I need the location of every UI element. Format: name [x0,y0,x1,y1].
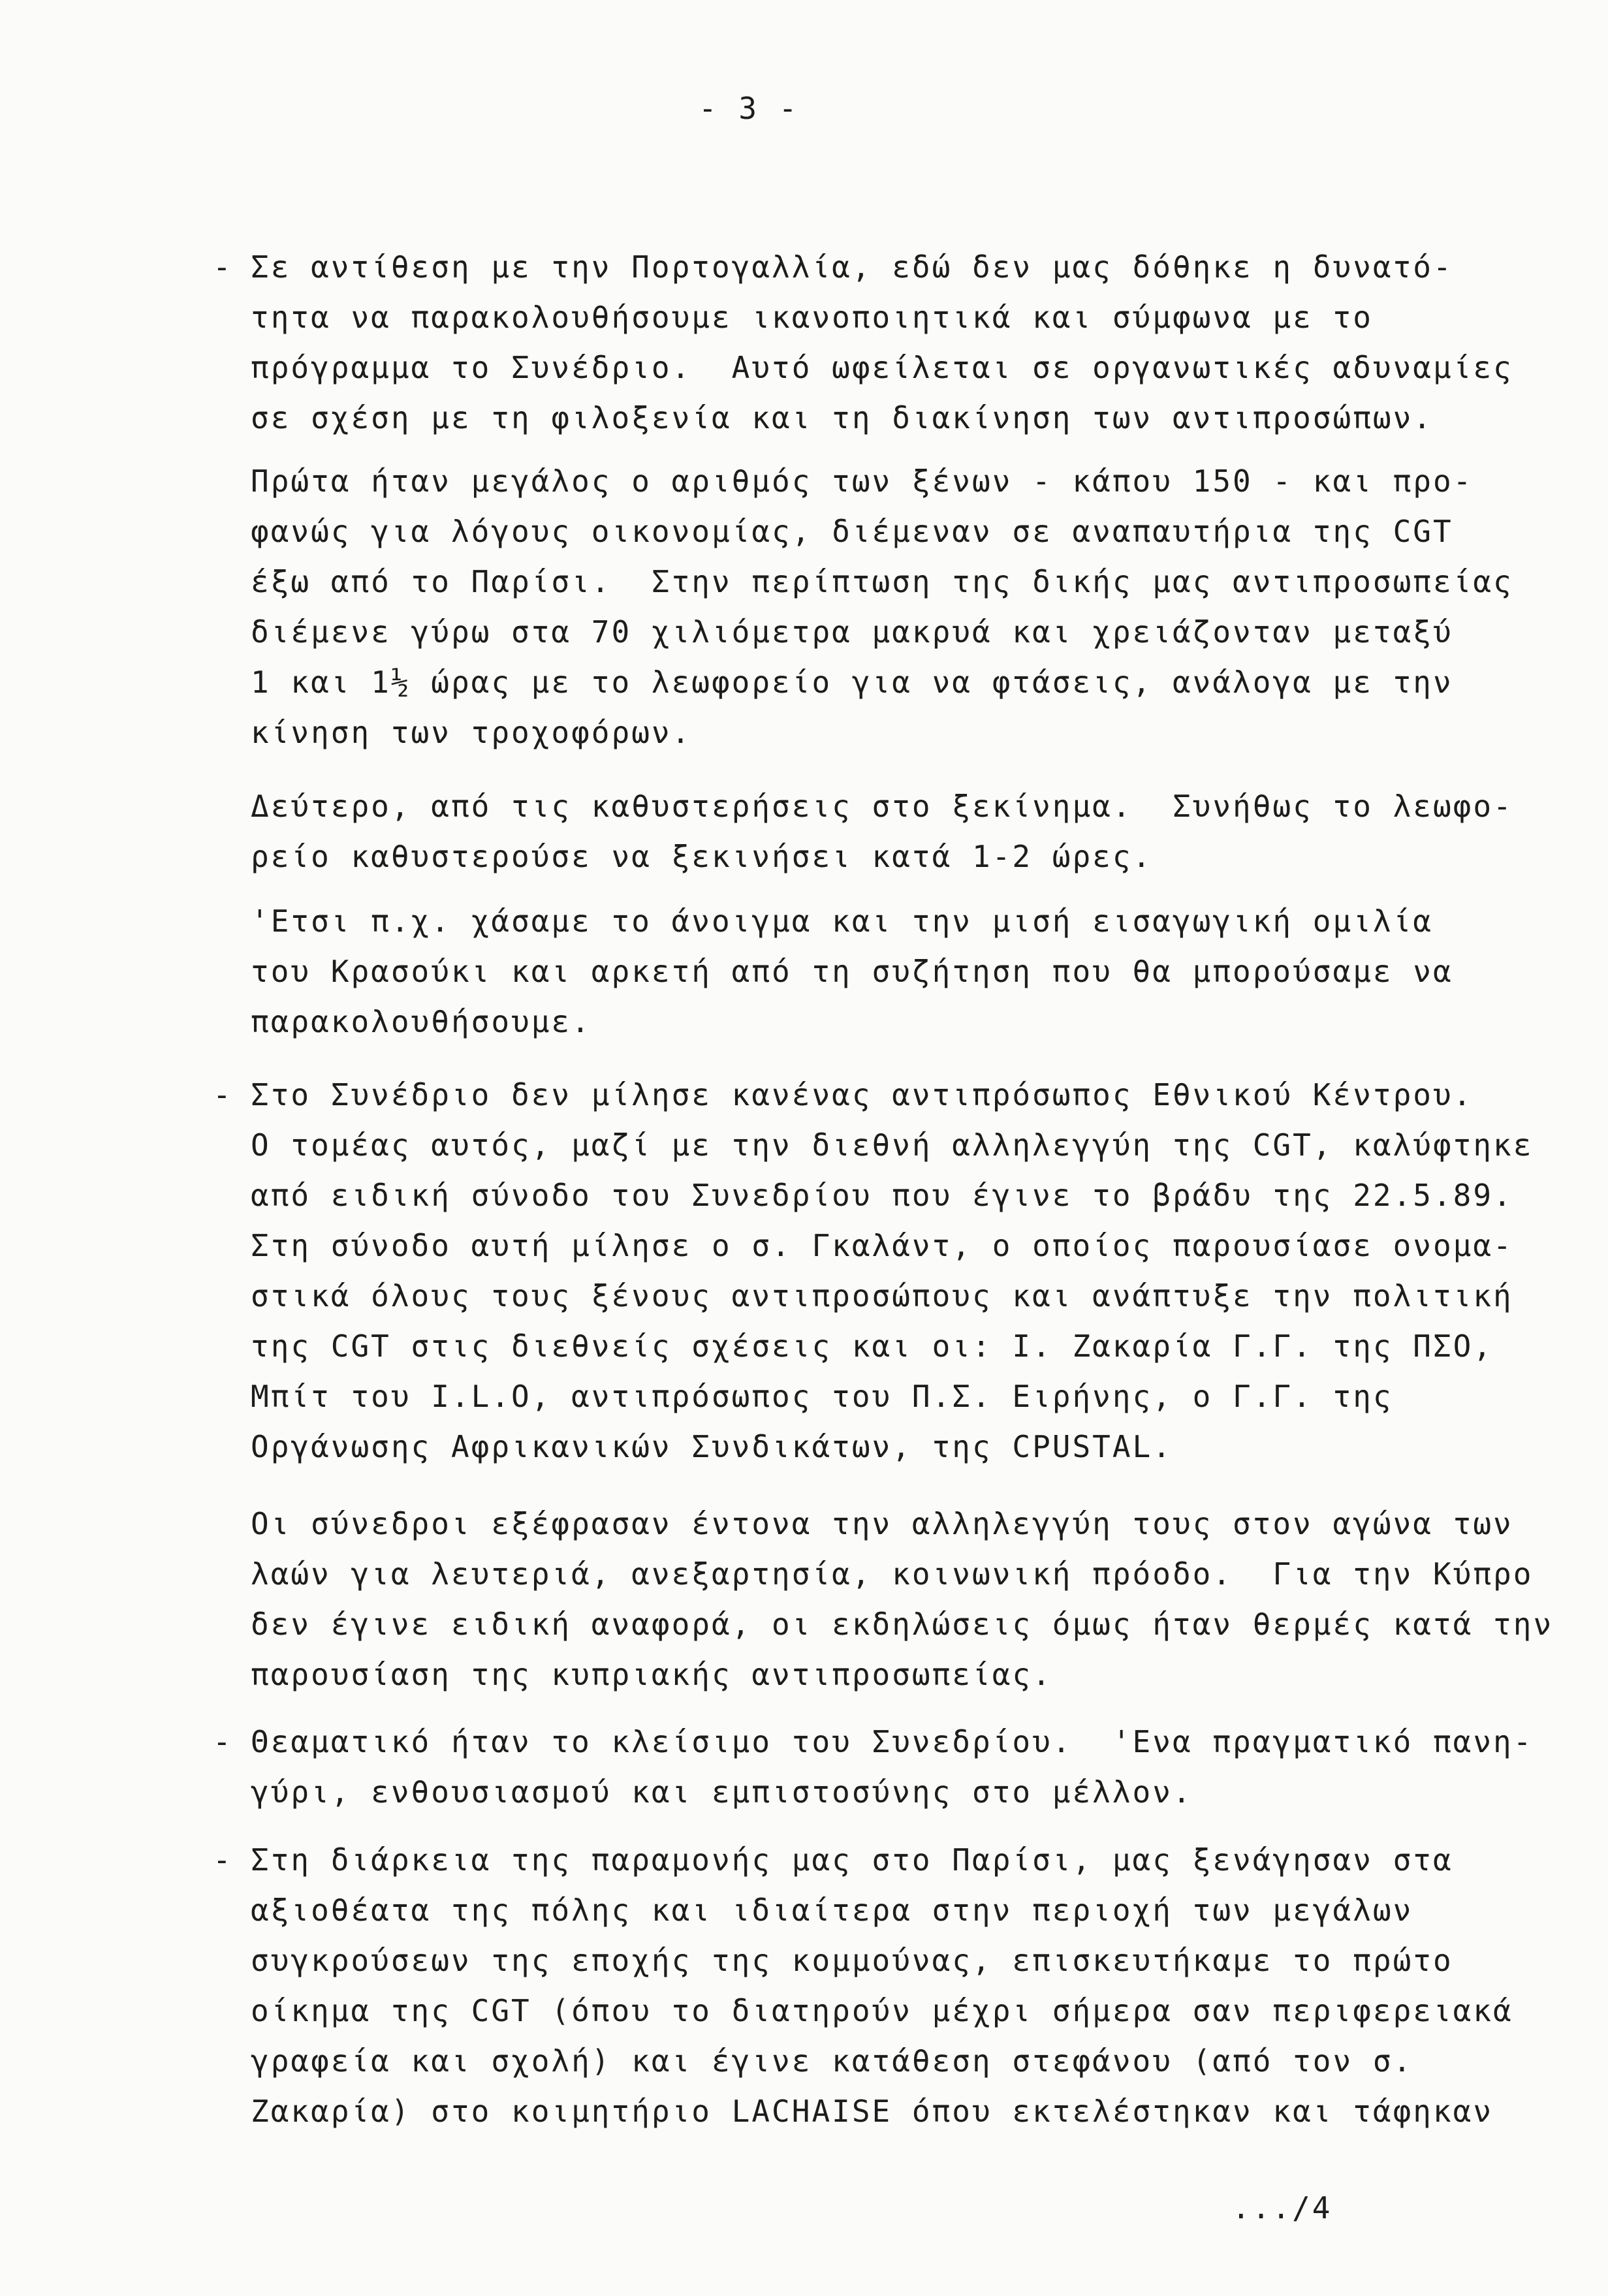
text-line: πρόγραμμα το Συνέδριο. Αυτό ωφείλεται σε οργανωτικές αδυναμίες [251,350,1513,385]
text-line: 'Ετσι π.χ. χάσαμε το άνοιγμα και την μισή εισαγωγική ομιλία [251,904,1433,939]
page-number: - 3 - [699,91,799,126]
text-line: Ζακαρία) στο κοιμητήριο LACHAISE όπου εκτελέστηκαν και τάφηκαν [251,2094,1494,2129]
text-line: Οι σύνεδροι εξέφρασαν έντονα την αλληλεγγύη τους στον αγώνα των [251,1506,1513,1541]
text-line: δεν έγινε ειδική αναφορά, οι εκδηλώσεις όμως ήταν θερμές κατά την [251,1607,1554,1642]
text-line: του Κρασούκι και αρκετή από τη συζήτηση που θα μπορούσαμε να [251,954,1453,989]
paragraph [213,1835,1583,2137]
continuation-marker: .../4 [1232,2190,1332,2225]
text-line: Δεύτερο, από τις καθυστερήσεις στο ξεκίνημα. Συνήθως το λεωφο- [251,789,1513,824]
text-line: κίνηση των τροχοφόρων. [251,715,692,750]
text-line: Ο τομέας αυτός, μαζί με την διεθνή αλληλεγγύη της CGT, καλύφτηκε [251,1127,1534,1163]
text-line: γύρι, ενθουσιασμού και εμπιστοσύνης στο μέλλον. [251,1774,1193,1810]
text-line: Μπίτ του I.L.O, αντιπρόσωπος του Π.Σ. Ειρήνης, ο Γ.Γ. της [251,1379,1393,1414]
paragraph [251,781,1583,882]
text-line: Στη διάρκεια της παραμονής μας στο Παρίσι, μας ξενάγησαν στα [251,1842,1453,1878]
text-line: φανώς για λόγους οικονομίας, διέμεναν σε αναπαυτήρια της CGT [251,514,1453,549]
text-line: της CGT στις διεθνείς σχέσεις και οι: Ι. Ζακαρία Γ.Γ. της ΠΣΟ, [251,1329,1494,1364]
text-line: Σε αντίθεση με την Πορτογαλλία, εδώ δεν μας δόθηκε η δυνατό- [251,249,1453,285]
text-line: Οργάνωσης Αφρικανικών Συνδικάτων, της CPUSTAL. [251,1429,1173,1464]
text-line: παρουσίαση της κυπριακής αντιπροσωπείας. [251,1657,1052,1692]
text-line: γραφεία και σχολή) και έγινε κατάθεση στεφάνου (από τον σ. [251,2043,1413,2079]
bullet-dash: - [213,1842,233,1878]
text-line: ρείο καθυστερούσε να ξεκινήσει κατά 1-2 ώρες. [251,839,1153,874]
paragraph [213,1070,1583,1472]
text-line: σε σχέση με τη φιλοξενία και τη διακίνηση των αντιπροσώπων. [251,400,1433,435]
paragraph [213,242,1583,443]
bullet-dash: - [213,249,233,285]
text-line: οίκημα της CGT (όπου το διατηρούν μέχρι σήμερα σαν περιφερειακά [251,1993,1513,2028]
bullet-dash: - [213,1077,233,1112]
paragraph [251,896,1583,1047]
text-line: λαών για λευτεριά, ανεξαρτησία, κοινωνική πρόοδο. Για την Κύπρο [251,1556,1534,1592]
text-line: παρακολουθήσουμε. [251,1004,591,1039]
text-line: Στη σύνοδο αυτή μίλησε ο σ. Γκαλάντ, ο οποίος παρουσίασε ονομα- [251,1228,1513,1263]
bullet-dash: - [213,1724,233,1759]
text-line: στικά όλους τους ξένους αντιπροσώπους και ανάπτυξε την πολιτική [251,1278,1513,1313]
text-line: συγκρούσεων της εποχής της κομμούνας, επισκευτήκαμε το πρώτο [251,1943,1453,1978]
text-line: Θεαματικό ήταν το κλείσιμο του Συνεδρίου. 'Ενα πραγματικό πανη- [251,1724,1534,1759]
text-line: έξω από το Παρίσι. Στην περίπτωση της δικής μας αντιπροσωπείας [251,564,1513,599]
text-line: Στο Συνέδριο δεν μίλησε κανένας αντιπρόσωπος Εθνικού Κέντρου. [251,1077,1474,1112]
text-line: αξιοθέατα της πόλης και ιδιαίτερα στην περιοχή των μεγάλων [251,1893,1413,1928]
paragraph [213,1717,1583,1817]
text-line: 1 και 1½ ώρας με το λεωφορείο για να φτάσεις, ανάλογα με την [251,665,1453,700]
paragraph [251,456,1583,758]
text-line: τητα να παρακολουθήσουμε ικανοποιητικά και σύμφωνα με το [251,300,1373,335]
text-line: από ειδική σύνοδο του Συνεδρίου που έγινε το βράδυ της 22.5.89. [251,1178,1513,1213]
paragraph [251,1499,1583,1700]
text-line: διέμενε γύρω στα 70 χιλιόμετρα μακρυά και χρειάζονταν μεταξύ [251,614,1453,650]
text-line: Πρώτα ήταν μεγάλος ο αριθμός των ξένων - κάπου 150 - και προ- [251,464,1474,499]
